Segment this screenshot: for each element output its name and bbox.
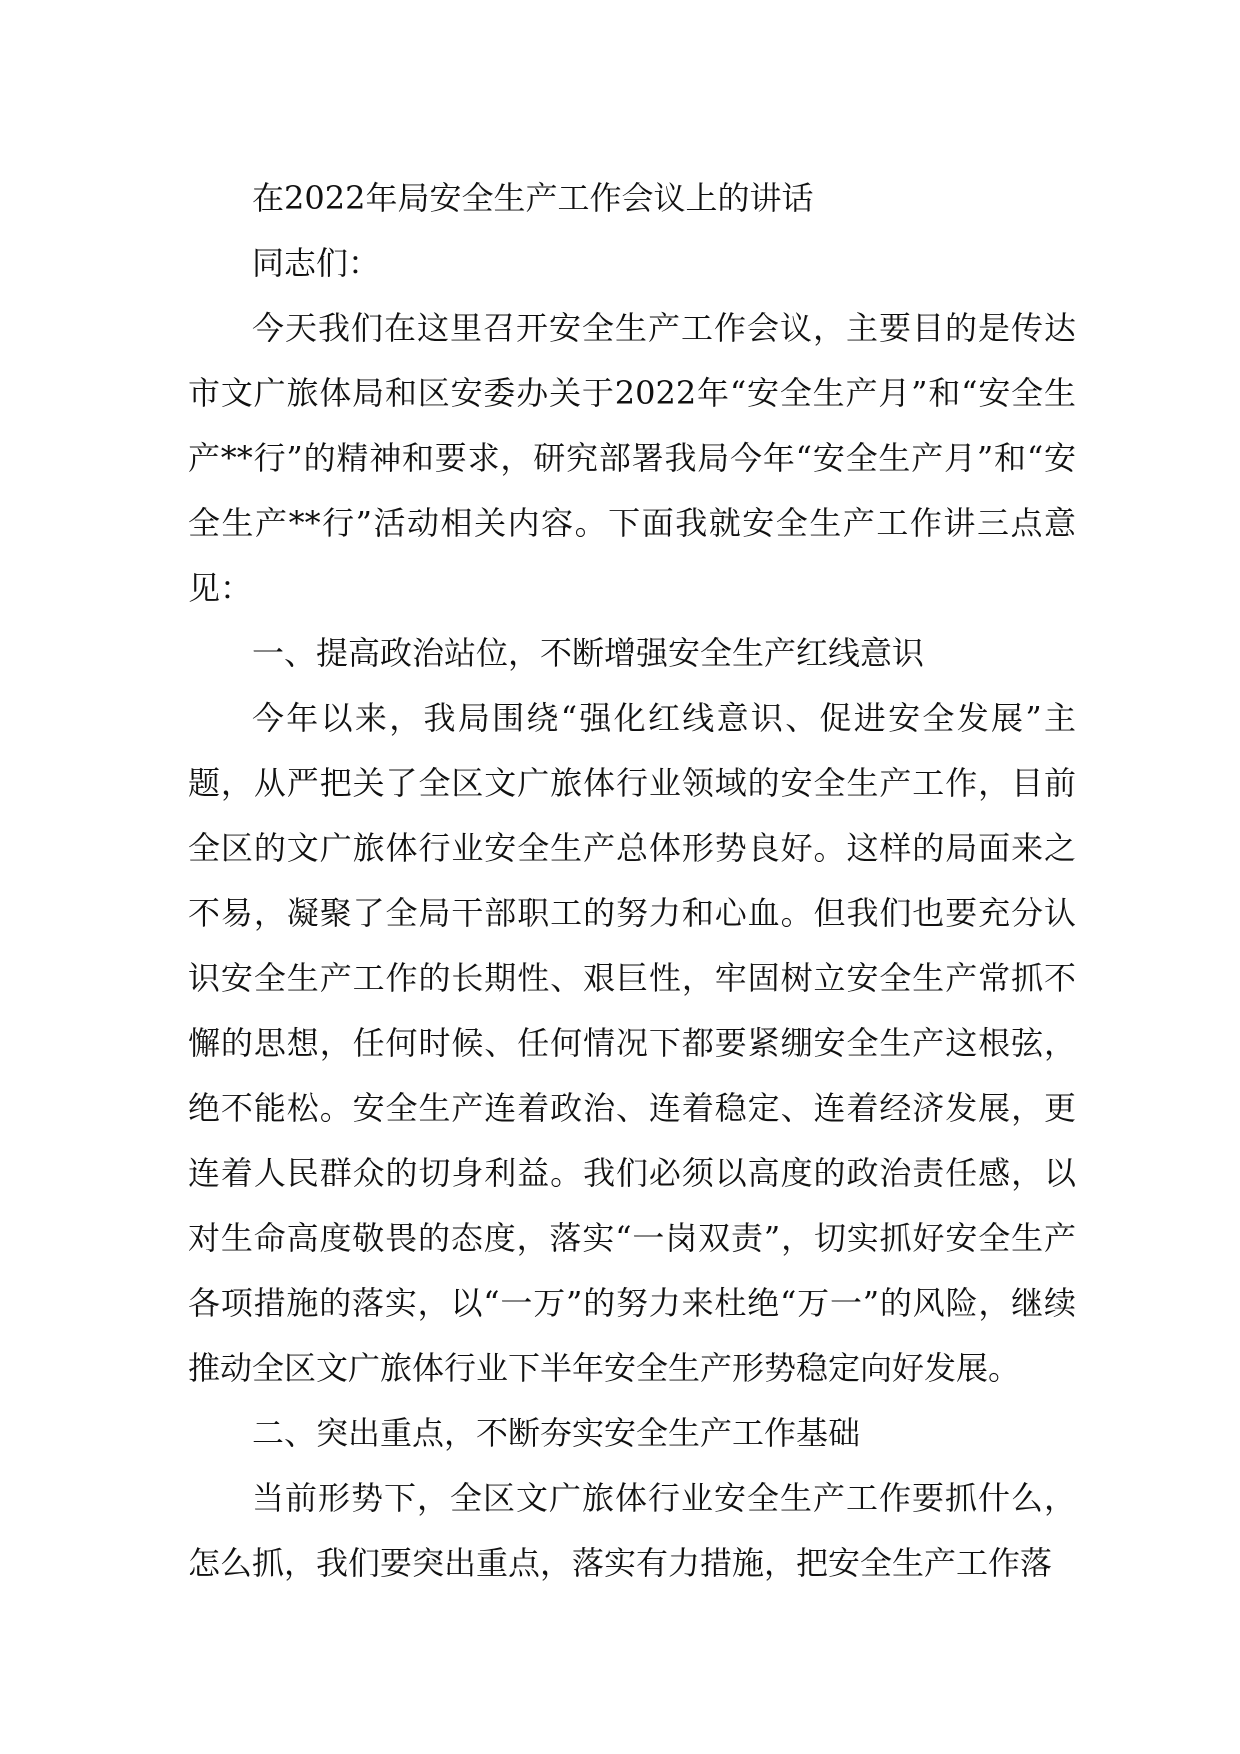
document-body — [188, 166, 1076, 1596]
paragraph-section-1: 今年以来，我局围绕“强化红线意识、促进安全发展”主题，从严把关了全区文广旅体行业领域的安全生产工作，目前全区的文广旅体行业安全生产总体形势良好。这样的局面来之不易，凝聚了全局干部职工的努力和心血。但我们也要充分认识安全生产工作的长期性、艰巨性，牢固树立安全生产常抓不懈的思想，任何时候、任何情况下都要紧绷安全生产这根弦，绝不能松。安全生产连着政治、连着稳定、连着经济发展，更连着人民群众的切身利益。我们必须以高度的政治责任感，以对生命高度敬畏的态度，落实“一岗双责”，切实抓好安全生产各项措施的落实，以“一万”的努力来杜绝“万一”的风险，继续推动全区文广旅体行业下半年安全生产形势稳定向好发展。 — [188, 699, 1076, 1387]
section-heading-2: 二、突出重点，不断夯实安全生产工作基础 — [252, 1414, 861, 1452]
section-heading-1: 一、提高政治站位，不断增强安全生产红线意识 — [252, 634, 925, 672]
paragraph-intro: 今天我们在这里召开安全生产工作会议，主要目的是传达市文广旅体局和区安委办关于2022年“安全生产月”和“安全生产**行”的精神和要求，研究部署我局今年“安全生产月”和“安全生产**行”活动相关内容。下面我就安全生产工作讲三点意见： — [188, 309, 1076, 607]
document-title: 在2022年局安全生产工作会议上的讲话 — [252, 179, 814, 217]
paragraph-section-2: 当前形势下，全区文广旅体行业安全生产工作要抓什么，怎么抓，我们要突出重点，落实有力措施，把安全生产工作落 — [188, 1479, 1076, 1582]
salutation: 同志们： — [252, 244, 381, 282]
